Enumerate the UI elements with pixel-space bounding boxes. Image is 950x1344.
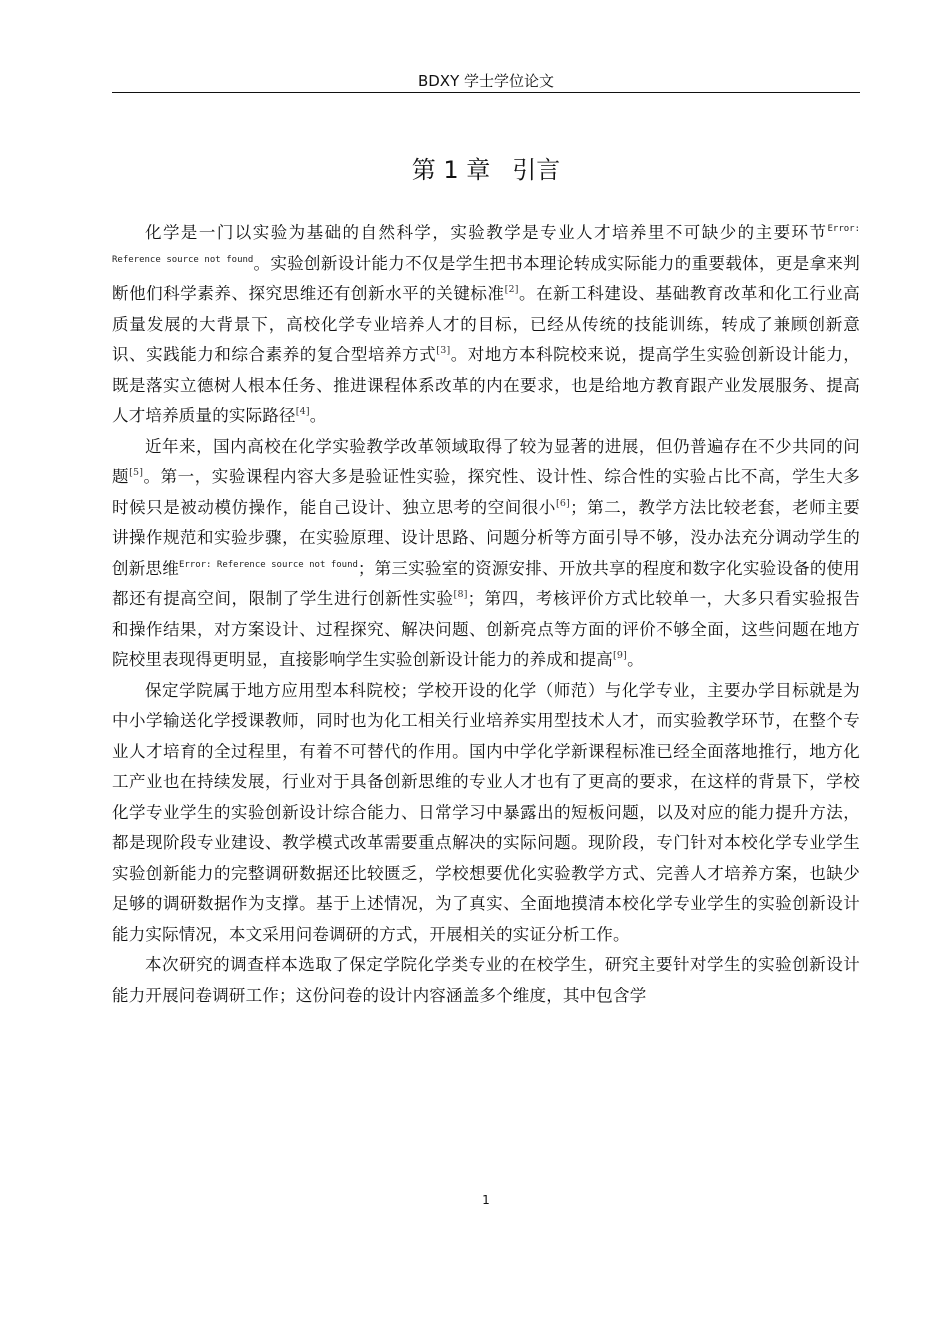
citation-marker: [5] <box>129 467 144 478</box>
paragraph-text: 近年来，国内高校在化学实验教学改革领域取得了较为显著的进展，但仍普遍存在不少共同的问题 <box>112 436 860 486</box>
body-paragraph <box>112 676 860 951</box>
chapter-body <box>112 218 860 1011</box>
citation-marker: [3] <box>436 345 451 356</box>
paragraph-text: 。在新工科建设、基础教育改革和化工行业高质量发展的大背景下，高校化学专业培养人才的目标，已经从传统的技能训练，转成了兼顾创新意识、实践能力和综合素养的复合型培养方式 <box>112 284 861 364</box>
paragraph-text: 本次研究的调查样本选取了保定学院化学类专业的在校学生，研究主要针对学生的实验创新设计能力开展问卷调研工作；这份问卷的设计内容涵盖多个维度，其中包含学 <box>112 955 860 1005</box>
chapter-number: 第 1 章 <box>411 156 491 184</box>
paragraph-text: 。 <box>627 650 644 669</box>
paragraph-text: ；第四，考核评价方式比较单一，大多只看实验报告和操作结果，对方案设计、过程探究、解决问题、创新亮点等方面的评价不够全面，这些问题在地方院校里表现得更明显，直接影响学生实验创新设计能力的养成和提高 <box>112 589 861 669</box>
running-header: BDXY 学士学位论文 <box>417 72 555 90</box>
body-paragraph <box>112 432 860 676</box>
body-paragraph <box>112 218 860 432</box>
chapter-title-text: 引言 <box>512 156 561 184</box>
paragraph-text: 。实验创新设计能力不仅是学生把书本理论转成实际能力的重要载体，更是拿来判断他们科学素养、探究思维还有创新水平的关键标准 <box>112 253 860 303</box>
paragraph-text: 化学是一门以实验为基础的自然科学，实验教学是专业人才培养里不可缺少的主要环节 <box>145 223 828 242</box>
paragraph-text: 。 <box>309 406 327 425</box>
chapter-title <box>112 150 860 185</box>
citation-marker: [2] <box>504 284 519 295</box>
paragraph-text: 。第一，实验课程内容大多是验证性实验，探究性、设计性、综合性的实验占比不高，学生大多时候只是被动模仿操作，能自己设计、独立思考的空间很小 <box>112 467 861 517</box>
citation-marker: [6] <box>556 497 571 509</box>
citation-marker: [8] <box>453 589 468 600</box>
paragraph-text: 保定学院属于地方应用型本科院校；学校开设的化学（师范）与化学专业，主要办学目标就是为中小学输送化学授课教师，同时也为化工相关行业培养实用型技术人才，而实验教学环节，在整个专业人才培育的全过程里，有着不可替代的作用。国内中学化学新课程标准已经全面落地推行，地方化工产业也在持续发展，行业对于具备创新思维的专业人才也有了更高的要求，在这样的背景下，学校化学专业学生的实验创新设计综合能力、日常学习中暴露出的短板问题，以及对应的能力提升方法，都是现阶段专业建设、教学模式改革需要重点解决的实际问题。现阶段，专门针对本校化学专业学生实验创新能力的完整调研数据还比较匮乏，学校想要优化实验教学方式、完善人才培养方案，也缺少足够的调研数据作为支撑。基于上述情况，为了真实、全面地摸清本校化学专业学生的实验创新设计能力实际情况，本文采用问卷调研的方式，开展相关的实证分析工作。 <box>112 680 860 944</box>
paragraph-text: ；第二，教学方法比较老套，老师主要讲操作规范和实验步骤，在实验原理、设计思路、问题分析等方面引导不够，没办法充分调动学生的创新思维 <box>112 497 860 578</box>
page-number: 1 <box>482 1193 490 1207</box>
reference-error-marker: Error: Reference source not found <box>112 224 860 265</box>
body-paragraph <box>112 950 860 1011</box>
paragraph-text: 。对地方本科院校来说，提高学生实验创新设计能力，既是落实立德树人根本任务、推进课程体系改革的内在要求，也是给地方教育跟产业发展服务、提高人才培养质量的实际路径 <box>112 345 860 425</box>
citation-marker: [9] <box>613 650 628 661</box>
paragraph-text: ；第三实验室的资源安排、开放共享的程度和数字化实验设备的使用都还有提高空间，限制了学生进行创新性实验 <box>112 558 860 608</box>
reference-error-marker: Error: Reference source not found <box>178 559 358 570</box>
citation-marker: [4] <box>295 406 310 417</box>
header-rule <box>112 92 860 93</box>
